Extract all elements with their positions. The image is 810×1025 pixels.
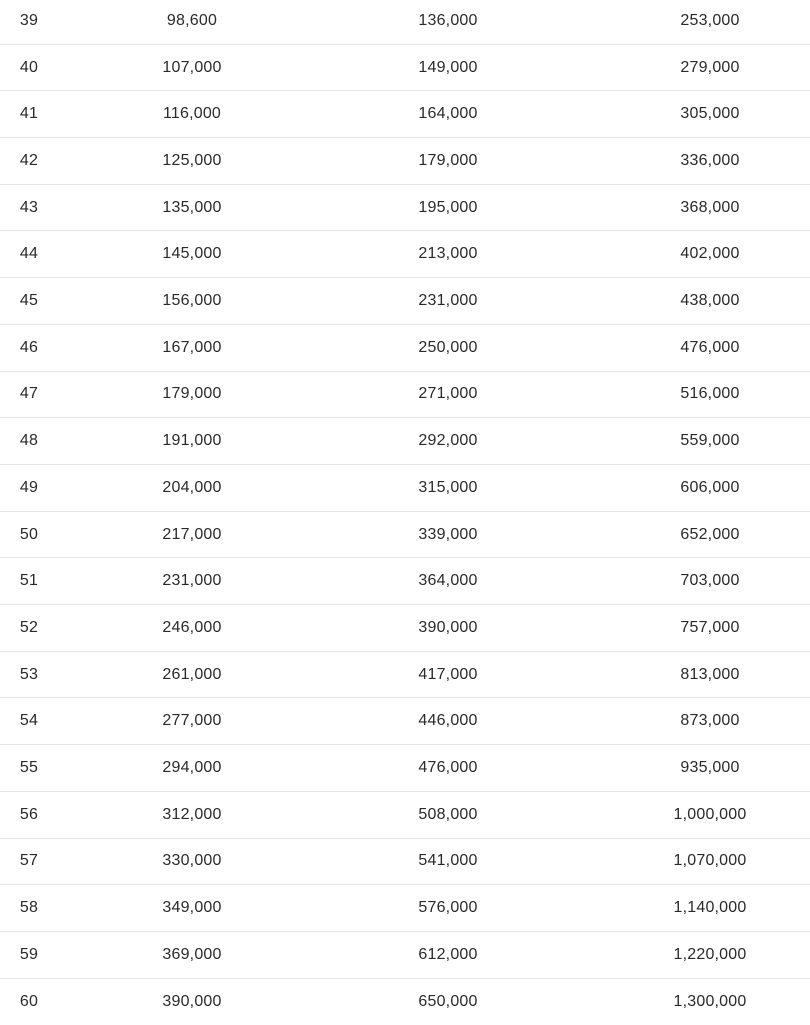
table-cell: 279,000 bbox=[680, 58, 740, 76]
table-cell: 58 bbox=[19, 899, 39, 917]
table-cell: 330,000 bbox=[162, 852, 222, 870]
table-row bbox=[0, 45, 810, 92]
table-cell: 402,000 bbox=[680, 245, 740, 263]
table-cell: 277,000 bbox=[162, 712, 222, 730]
table-cell: 55 bbox=[19, 759, 39, 777]
table-cell: 1,000,000 bbox=[673, 805, 747, 823]
table-cell: 508,000 bbox=[418, 805, 478, 823]
table-cell: 204,000 bbox=[162, 478, 222, 496]
table-cell: 136,000 bbox=[418, 11, 478, 29]
table-row bbox=[0, 652, 810, 699]
table-cell: 43 bbox=[19, 198, 39, 216]
table-cell: 167,000 bbox=[162, 338, 222, 356]
table-row bbox=[0, 605, 810, 652]
table-cell: 40 bbox=[19, 58, 39, 76]
table-cell: 53 bbox=[19, 665, 39, 683]
table-cell: 41 bbox=[19, 105, 39, 123]
table-cell: 813,000 bbox=[680, 665, 740, 683]
table-cell: 50 bbox=[19, 525, 39, 543]
table-cell: 417,000 bbox=[418, 665, 478, 683]
table-cell: 315,000 bbox=[418, 478, 478, 496]
table-row bbox=[0, 839, 810, 886]
table-row bbox=[0, 91, 810, 138]
table-cell: 195,000 bbox=[418, 198, 478, 216]
table-cell: 652,000 bbox=[680, 525, 740, 543]
table-cell: 312,000 bbox=[162, 805, 222, 823]
table-row bbox=[0, 885, 810, 932]
table-cell: 179,000 bbox=[418, 151, 478, 169]
table-cell: 231,000 bbox=[162, 572, 222, 590]
table-cell: 191,000 bbox=[162, 432, 222, 450]
table-cell: 1,300,000 bbox=[673, 993, 747, 1011]
table-cell: 250,000 bbox=[418, 338, 478, 356]
table-cell: 164,000 bbox=[418, 105, 478, 123]
table-cell: 39 bbox=[19, 11, 39, 29]
table-cell: 246,000 bbox=[162, 618, 222, 636]
table-cell: 57 bbox=[19, 852, 39, 870]
table-cell: 42 bbox=[19, 151, 39, 169]
table-cell: 476,000 bbox=[418, 759, 478, 777]
table-row bbox=[0, 232, 810, 279]
table-cell: 179,000 bbox=[162, 385, 222, 403]
table-row bbox=[0, 932, 810, 979]
table-cell: 54 bbox=[19, 712, 39, 730]
table-cell: 336,000 bbox=[680, 151, 740, 169]
table-cell: 612,000 bbox=[418, 945, 478, 963]
table-cell: 446,000 bbox=[418, 712, 478, 730]
table-cell: 60 bbox=[19, 993, 39, 1011]
table-row bbox=[0, 745, 810, 792]
table-cell: 231,000 bbox=[418, 292, 478, 310]
table-cell: 261,000 bbox=[162, 665, 222, 683]
table-cell: 149,000 bbox=[418, 58, 478, 76]
table-cell: 438,000 bbox=[680, 292, 740, 310]
table-cell: 757,000 bbox=[680, 618, 740, 636]
table-cell: 135,000 bbox=[162, 198, 222, 216]
table-row bbox=[0, 0, 810, 45]
table-cell: 1,070,000 bbox=[673, 852, 747, 870]
table-cell: 935,000 bbox=[680, 759, 740, 777]
table-cell: 51 bbox=[19, 572, 39, 590]
table-cell: 98,600 bbox=[166, 11, 218, 29]
table-cell: 116,000 bbox=[162, 105, 222, 123]
table-cell: 145,000 bbox=[162, 245, 222, 263]
table-cell: 45 bbox=[19, 292, 39, 310]
table-row bbox=[0, 185, 810, 232]
table-row bbox=[0, 138, 810, 185]
table-cell: 292,000 bbox=[418, 432, 478, 450]
table-cell: 368,000 bbox=[680, 198, 740, 216]
table-cell: 650,000 bbox=[418, 993, 478, 1011]
table-row bbox=[0, 418, 810, 465]
table-cell: 48 bbox=[19, 432, 39, 450]
table-cell: 107,000 bbox=[162, 58, 222, 76]
table-cell: 541,000 bbox=[418, 852, 478, 870]
table-row bbox=[0, 372, 810, 419]
table-cell: 703,000 bbox=[680, 572, 740, 590]
table-cell: 1,140,000 bbox=[673, 899, 747, 917]
table-cell: 253,000 bbox=[680, 11, 740, 29]
table-cell: 44 bbox=[19, 245, 39, 263]
table-cell: 606,000 bbox=[680, 478, 740, 496]
table-cell: 339,000 bbox=[418, 525, 478, 543]
table-cell: 476,000 bbox=[680, 338, 740, 356]
table-cell: 213,000 bbox=[418, 245, 478, 263]
table-cell: 125,000 bbox=[162, 151, 222, 169]
table-row bbox=[0, 325, 810, 372]
table-row bbox=[0, 278, 810, 325]
table-row bbox=[0, 699, 810, 746]
table-cell: 52 bbox=[19, 618, 39, 636]
table-cell: 364,000 bbox=[418, 572, 478, 590]
table-cell: 576,000 bbox=[418, 899, 478, 917]
table-cell: 156,000 bbox=[162, 292, 222, 310]
table-cell: 59 bbox=[19, 945, 39, 963]
table-cell: 217,000 bbox=[162, 525, 222, 543]
table-cell: 305,000 bbox=[680, 105, 740, 123]
table-cell: 369,000 bbox=[162, 945, 222, 963]
table-cell: 349,000 bbox=[162, 899, 222, 917]
table-cell: 49 bbox=[19, 478, 39, 496]
table-cell: 46 bbox=[19, 338, 39, 356]
table-cell: 1,220,000 bbox=[673, 945, 747, 963]
table-cell: 56 bbox=[19, 805, 39, 823]
table-cell: 559,000 bbox=[680, 432, 740, 450]
table-cell: 873,000 bbox=[680, 712, 740, 730]
table-cell: 390,000 bbox=[418, 618, 478, 636]
table-cell: 294,000 bbox=[162, 759, 222, 777]
table-row bbox=[0, 558, 810, 605]
table-cell: 271,000 bbox=[418, 385, 478, 403]
table-row bbox=[0, 465, 810, 512]
table-cell: 516,000 bbox=[680, 385, 740, 403]
table-cell: 47 bbox=[19, 385, 39, 403]
table-row bbox=[0, 979, 810, 1025]
table-cell: 390,000 bbox=[162, 993, 222, 1011]
table-row bbox=[0, 792, 810, 839]
table-row bbox=[0, 512, 810, 559]
